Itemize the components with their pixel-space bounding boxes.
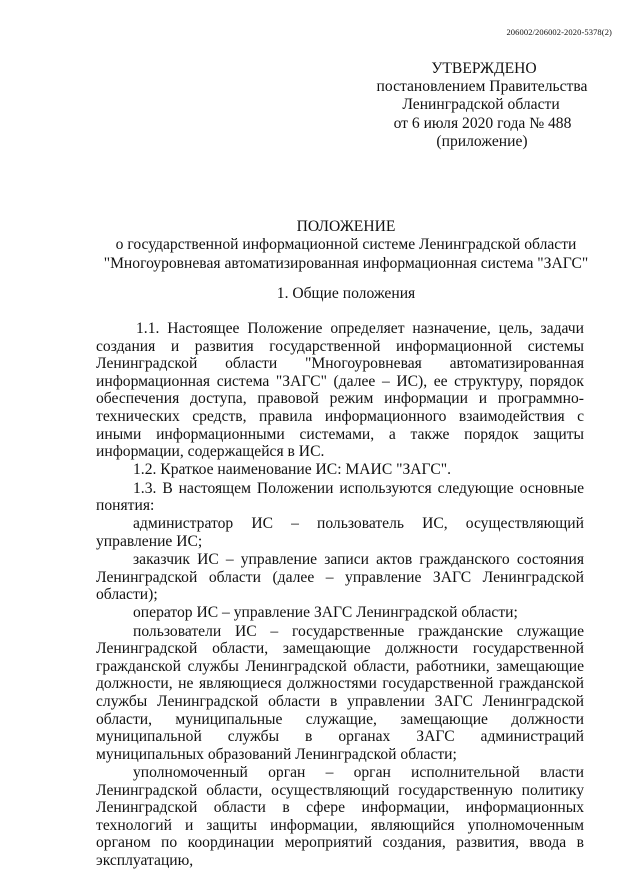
paragraph: 1.1. Настоящее Положение определяет назначение, цель, задачи создания и развития государственной информационной системы Ленинградской области "Многоуровневая автоматизированная информационная система "ЗАГС" (далее – ИС), ее структуру, порядок обеспечения доступа, правовой режим информации и программно-технических средств, правила информационного взаимодействия с иными информационными системами, а также порядок защиты информации, содержащейся в ИС. bbox=[96, 320, 584, 461]
approval-line: Ленинградской области bbox=[402, 96, 560, 114]
approval-line: постановлением Правительства bbox=[376, 78, 588, 96]
document-body bbox=[96, 320, 584, 870]
section-title: 1. Общие положения bbox=[276, 285, 416, 302]
paragraph: оператор ИС – управление ЗАГС Ленинградской области; bbox=[133, 604, 518, 622]
paragraph: уполномоченный орган – орган исполнительной власти Ленинградской области, осуществляющий государственную политику Ленинградской области в сфере информации, информационных технологий и защиты информации, являющийся уполномоченным органом по координации мероприятий создания, развития, ввода в эксплуатацию, bbox=[96, 764, 584, 869]
document-subtitle: о государственной информационной системе Ленинградской области bbox=[115, 236, 577, 254]
paragraph: 1.3. В настоящем Положении используются следующие основные понятия: bbox=[96, 479, 584, 515]
approval-line: от 6 июля 2020 года № 488 bbox=[393, 114, 572, 132]
paragraph: заказчик ИС – управление записи актов гражданского состояния Ленинградской области (далее – управление ЗАГС Ленинградской области); bbox=[96, 551, 584, 604]
document-subtitle: "Многоуровневая автоматизированная информационная система "ЗАГС" bbox=[103, 254, 589, 272]
paragraph: администратор ИС – пользователь ИС, осуществляющий управление ИС; bbox=[96, 515, 584, 550]
document-id: 206002/206002-2020-5378(2) bbox=[506, 27, 612, 37]
approval-stamp bbox=[340, 60, 610, 151]
approval-line: (приложение) bbox=[436, 132, 528, 150]
approval-title: УТВЕРЖДЕНО bbox=[431, 60, 537, 77]
paragraph: 1.2. Краткое наименование ИС: МАИС "ЗАГС". bbox=[133, 461, 452, 479]
document-title: ПОЛОЖЕНИЕ bbox=[296, 218, 396, 235]
paragraph: пользователи ИС – государственные гражданские служащие Ленинградской области, замещающие должности государственной гражданской службы Ленинградской области, работники, замещающие должности, не являющиеся должностями государственной гражданской службы Ленинградской области в управлении ЗАГС Ленинградской области, муниципальные служащие, замещающие должности муниципальной службы в органах ЗАГС администраций муниципальных образований Ленинградской области; bbox=[96, 622, 584, 763]
document-heading bbox=[60, 218, 632, 273]
